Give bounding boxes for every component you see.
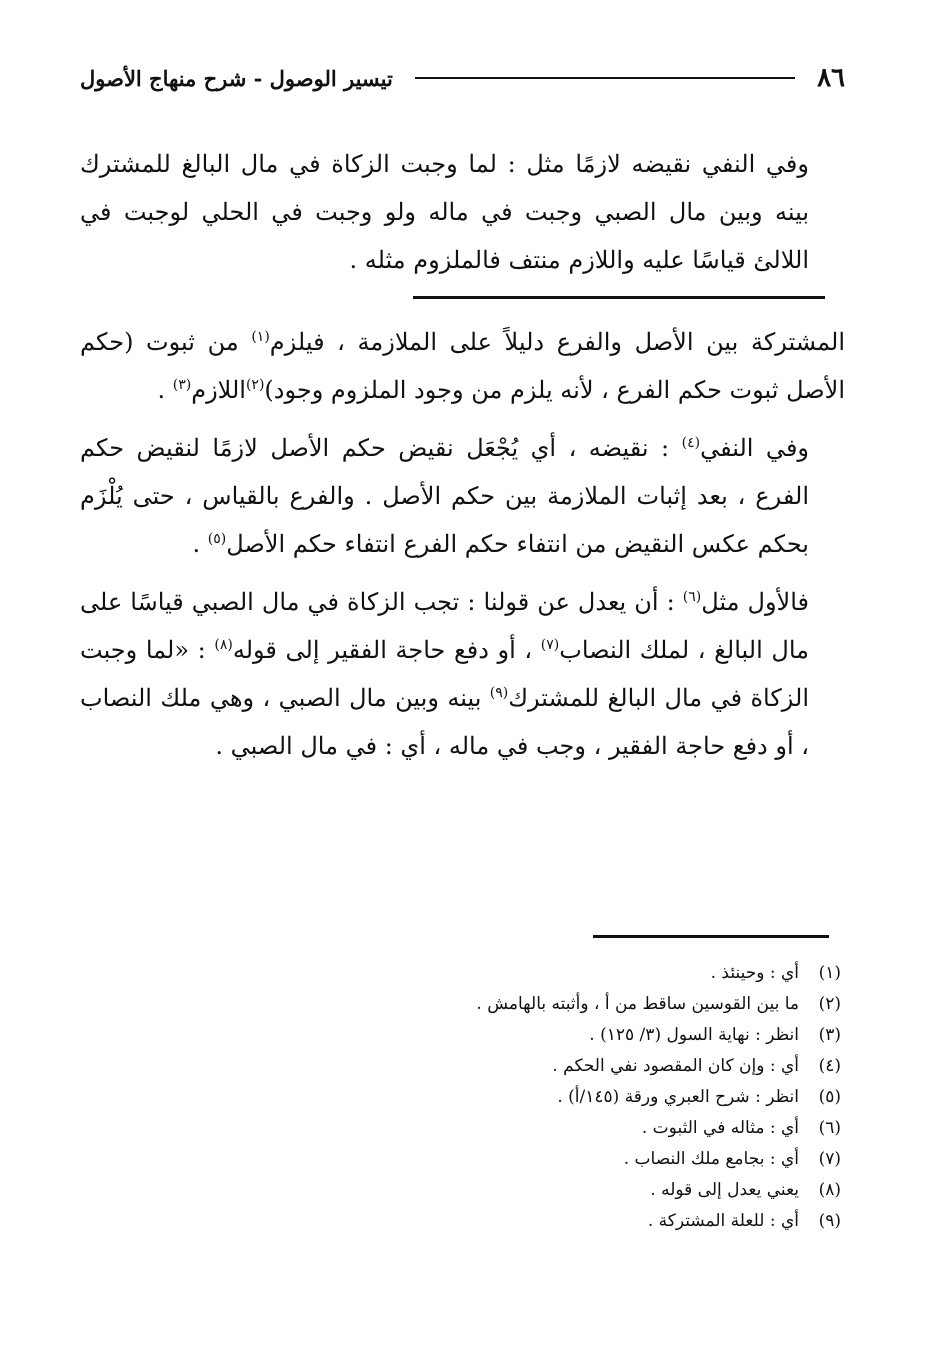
- footnote-text: انظر : شرح العبري ورقة (١٤٥/أ) .: [557, 1087, 799, 1107]
- text-run: ، أو دفع حاجة الفقير إلى قوله: [232, 636, 541, 664]
- footnote-text: انظر : نهاية السول (٣/ ١٢٥) .: [589, 1025, 799, 1045]
- footnote-ref-8: (٨): [214, 637, 233, 653]
- text-run: .: [192, 530, 208, 558]
- footnote: [100, 1051, 841, 1082]
- footnote-ref-9: (٩): [489, 685, 509, 701]
- footnote-ref-6: (٦): [682, 589, 702, 605]
- footnotes-list: [100, 958, 841, 1237]
- footnote-text: يعني يعدل إلى قوله .: [650, 1180, 799, 1200]
- footnote: [100, 1082, 841, 1113]
- text-run: .: [157, 376, 173, 404]
- commentary-paragraph-3: [80, 578, 845, 770]
- footnote-text: أي : مثاله في الثبوت .: [641, 1118, 799, 1138]
- commentary-text: [80, 318, 845, 780]
- matn-separator: [413, 296, 825, 299]
- matn-paragraph: وفي النفي نقيضه لازمًا مثل : لما وجبت الزكاة في مال البالغ للمشترك بينه وبين مال الصبي وجبت في ماله ولو وجبت في الحلي لوجبت في اللالئ قياسًا عليه واللازم منتف فالملزوم مثله .: [80, 150, 809, 274]
- footnote-number: (٨): [818, 1180, 841, 1200]
- footnote-text: أي : وإن كان المقصود نفي الحكم .: [552, 1056, 799, 1076]
- footnote: [100, 1144, 841, 1175]
- footnote-number: (١): [818, 963, 841, 983]
- footnote-number: (٦): [818, 1118, 841, 1138]
- footnote-ref-4: (٤): [681, 435, 701, 451]
- footnote-number: (٤): [818, 1056, 841, 1076]
- running-title: تيسير الوصول - شرح منهاج الأصول: [80, 65, 393, 91]
- footnote-text: أي : وحينئذ .: [710, 963, 799, 983]
- footnote-ref-3: (٣): [172, 377, 192, 393]
- footnote-number: (٩): [818, 1211, 841, 1231]
- footnote-number: (٢): [818, 994, 841, 1014]
- footnote-ref-1: (١): [251, 329, 270, 345]
- page-number: ٨٦: [817, 63, 845, 93]
- footnote: [100, 1206, 841, 1237]
- commentary-paragraph-2: [80, 424, 845, 568]
- footnote-text: ما بين القوسين ساقط من أ ، وأثبته بالهامش .: [476, 994, 799, 1014]
- footnote: [100, 1113, 841, 1144]
- text-run: من ثبوت (حكم الأصل ثبوت حكم الفرع ، لأنه يلزم من وجود الملزوم وجود): [80, 328, 845, 404]
- footnote-ref-7: (٧): [540, 637, 560, 653]
- footnote: [100, 1020, 841, 1051]
- footnote-text: أي : بجامع ملك النصاب .: [623, 1149, 799, 1169]
- footnote: [100, 989, 841, 1020]
- commentary-paragraph-1: [80, 318, 845, 414]
- text-run: فالأول مثل: [701, 588, 810, 616]
- footnote-ref-2: (٢): [245, 377, 265, 393]
- text-run: : أن يعدل عن قولنا : تجب الزكاة في مال الصبي قياسًا على مال البالغ ، لملك النصاب: [80, 588, 809, 664]
- footnote-number: (٥): [818, 1087, 841, 1107]
- text-run: : نقيضه ، أي يُجْعَل نقيض حكم الأصل لازمًا لنقيض حكم الفرع ، بعد إثبات الملازمة بين حكم الأصل . والفرع بالقياس ، حتى يُلْزَم بحكم عكس النقيض من انتفاء حكم الفرع انتفاء حكم الأصل: [80, 434, 809, 558]
- text-run: اللازم: [191, 376, 246, 404]
- footnote: [100, 958, 841, 989]
- footnotes-separator: [593, 935, 829, 938]
- footnote-ref-5: (٥): [207, 531, 227, 547]
- text-run: المشتركة بين الأصل والفرع دليلاً على الملازمة ، فيلزم: [269, 328, 845, 356]
- footnote-number: (٧): [818, 1149, 841, 1169]
- page-header: [80, 56, 845, 100]
- text-run: بينه وبين مال الصبي ، وهي ملك النصاب ، أو دفع حاجة الفقير ، وجب في ماله ، أي : في مال الصبي .: [80, 684, 809, 760]
- text-run: وفي النفي: [700, 434, 809, 462]
- footnote-number: (٣): [818, 1025, 841, 1045]
- text-run: : «لما وجبت الزكاة في مال البالغ للمشترك: [80, 636, 809, 712]
- footnote: [100, 1175, 841, 1206]
- footnote-text: أي : للعلة المشتركة .: [647, 1211, 799, 1231]
- header-rule: [415, 77, 795, 79]
- matn-text: [80, 140, 845, 284]
